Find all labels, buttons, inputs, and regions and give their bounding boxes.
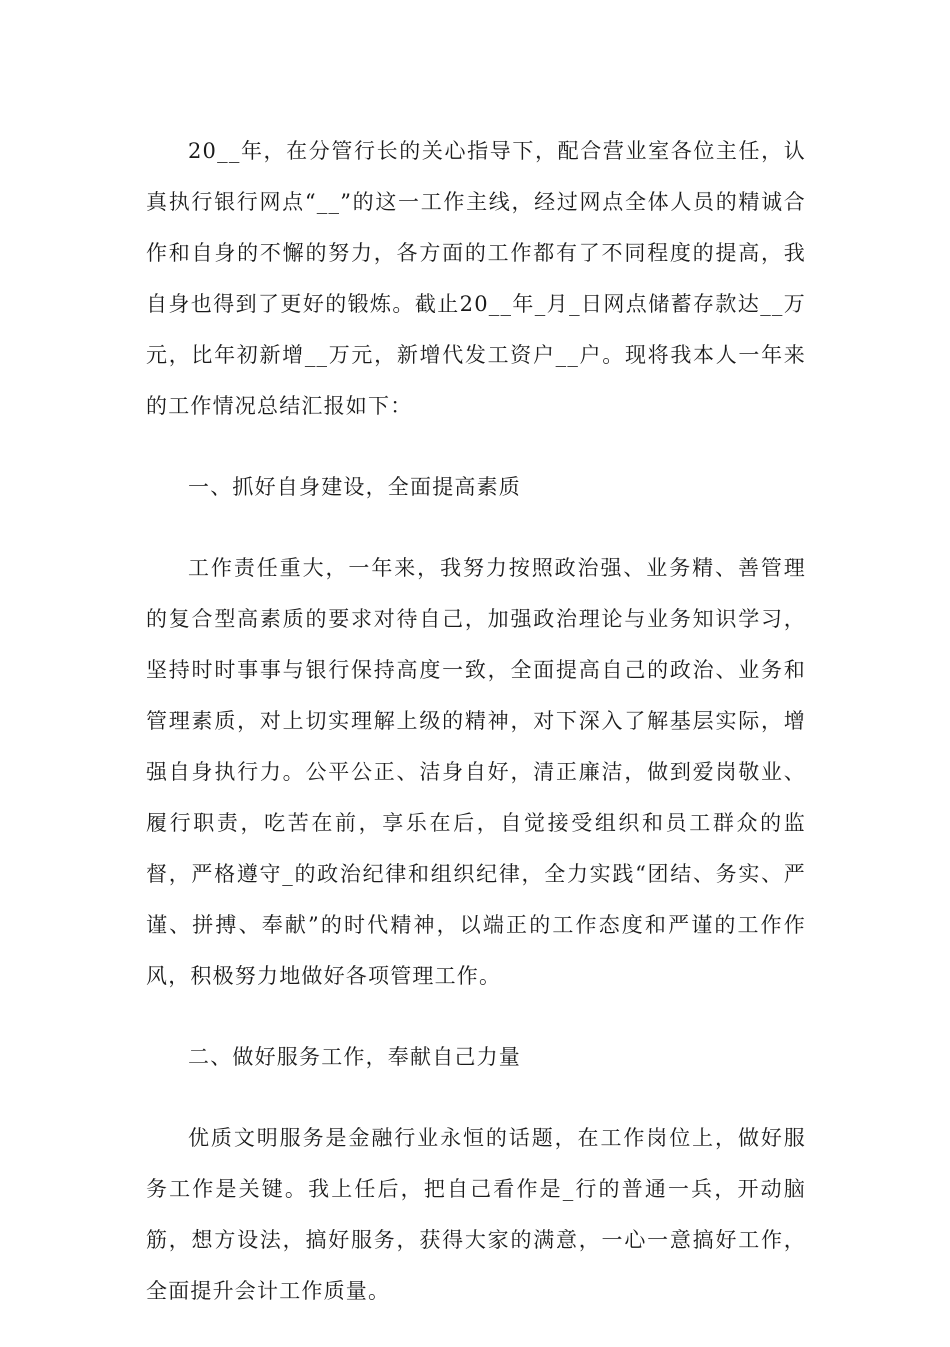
section-2-paragraph: 优质文明服务是金融行业永恒的话题，在工作岗位上，做好服务工作是关键。我上任后，把自己看作是_行的普通一兵，开动脑筋，想方设法，搞好服务，获得大家的满意，一心一意搞好工作，全面提升会计工作质量。: [146, 1126, 806, 1303]
document-body: [146, 126, 806, 1347]
section-1-paragraph: 工作责任重大，一年来，我努力按照政治强、业务精、善管理的复合型高素质的要求对待自己，加强政治理论与业务知识学习，坚持时时事事与银行保持高度一致，全面提高自己的政治、业务和管理素质，对上切实理解上级的精神，对下深入了解基层实际，增强自身执行力。公平公正、洁身自好，清正廉洁，做到爱岗敬业、履行职责，吃苦在前，享乐在后，自觉接受组织和员工群众的监督，严格遵守_的政治纪律和组织纪律，全力实践“团结、务实、严谨、拼搏、奉献”的时代精神，以端正的工作态度和严谨的工作作风，积极努力地做好各项管理工作。: [146, 556, 806, 988]
section-heading-1: 一、抓好自身建设，全面提高素质: [188, 475, 521, 499]
intro-paragraph: 20__年，在分管行长的关心指导下，配合营业室各位主任，认真执行银行网点“__”的这一工作主线，经过网点全体人员的精诚合作和自身的不懈的努力，各方面的工作都有了不同程度的提高，我自身也得到了更好的锻炼。截止20__年_月_日网点储蓄存款达__万元，比年初新增__万元，新增代发工资户__户。现将我本人一年来的工作情况总结汇报如下：: [146, 139, 806, 418]
section-heading-2: 二、做好服务工作，奉献自己力量: [188, 1045, 521, 1069]
